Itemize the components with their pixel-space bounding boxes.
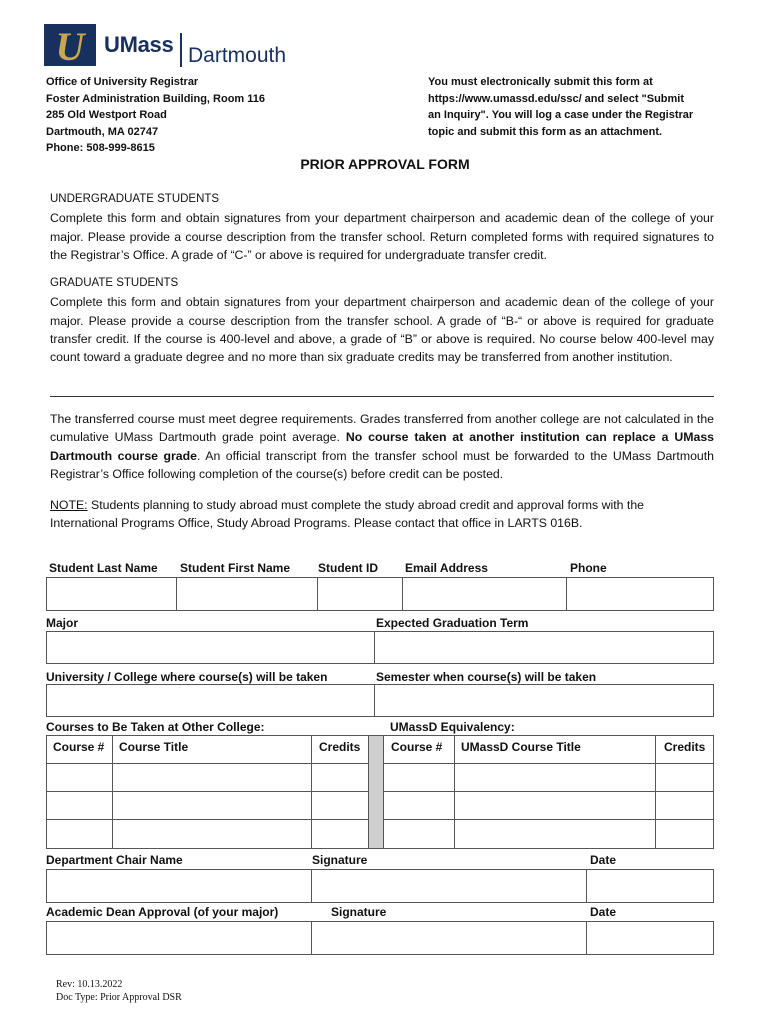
student-info-row — [46, 577, 714, 611]
first-name-field[interactable] — [176, 578, 318, 610]
course-num-header — [46, 735, 113, 764]
email-field[interactable] — [402, 578, 567, 610]
course-num-cell[interactable] — [46, 763, 113, 792]
umassd-course-title-header — [454, 735, 656, 764]
courses-heading: Courses to Be Taken at Other College: — [46, 720, 265, 734]
dean-label: Academic Dean Approval (of your major) — [46, 905, 279, 919]
umassd-course-title-cell[interactable] — [454, 763, 656, 792]
date-label-2: Date — [590, 905, 617, 919]
notice-line: https://www.umassd.edu/ssc/ and select "Submit — [428, 92, 685, 105]
grad-section — [50, 274, 714, 366]
course-title-header — [112, 735, 312, 764]
major-row — [46, 631, 714, 664]
credits-cell[interactable] — [311, 763, 369, 792]
umassd-credits-cell[interactable] — [655, 791, 714, 820]
page-title: PRIOR APPROVAL FORM — [300, 156, 470, 172]
shaded-separator — [368, 735, 384, 849]
umassd-credits-label: Credits — [664, 740, 706, 754]
umassd-course-title-label: UMassD Course Title — [461, 740, 581, 754]
dean-field[interactable] — [47, 922, 311, 954]
semester-field[interactable] — [374, 685, 714, 716]
address-line: Dartmouth, MA 02747 — [46, 125, 159, 138]
section-divider — [50, 396, 714, 397]
email-label: Email Address — [405, 561, 488, 575]
umassd-course-num-label: Course # — [391, 740, 443, 754]
course-title-label: Course Title — [119, 740, 189, 754]
dept-chair-row — [46, 869, 714, 903]
course-num-cell[interactable] — [46, 791, 113, 820]
university-label: University / College where course(s) will be taken — [46, 670, 328, 684]
transfer-bold-text: No course taken at another institution can replace a UMass Dartmouth course grade — [50, 430, 714, 463]
notice-line: topic and submit this form as an attachment. — [428, 125, 663, 138]
signature-label-2: Signature — [331, 905, 387, 919]
undergrad-heading: UNDERGRADUATE STUDENTS — [50, 193, 220, 205]
address-line: Phone: 508-999-8615 — [46, 142, 155, 154]
note-label: NOTE: — [50, 498, 88, 512]
course-title-cell[interactable] — [112, 819, 312, 849]
umassd-course-num-header — [383, 735, 455, 764]
notice-line: You must electronically submit this form at — [428, 76, 653, 88]
semester-label: Semester when course(s) will be taken — [376, 670, 597, 684]
credits-header — [311, 735, 369, 764]
umassd-credits-cell[interactable] — [655, 763, 714, 792]
phone-label: Phone — [570, 561, 607, 575]
last-name-label: Student Last Name — [49, 561, 158, 575]
revision-text: Rev: 10.13.2022 — [56, 979, 123, 990]
grad-term-label: Expected Graduation Term — [376, 616, 529, 630]
major-label: Major — [46, 616, 79, 630]
brand-dartmouth: Dartmouth — [188, 44, 287, 67]
address-line: Foster Administration Building, Room 116 — [46, 92, 266, 105]
credits-label: Credits — [319, 740, 361, 754]
notice-line: an Inquiry". You will log a case under the Registrar — [428, 109, 694, 121]
dept-chair-label: Department Chair Name — [46, 853, 183, 867]
last-name-field[interactable] — [47, 578, 176, 610]
dean-date-field[interactable] — [586, 922, 714, 954]
student-id-label: Student ID — [318, 561, 378, 575]
credits-cell[interactable] — [311, 791, 369, 820]
grad-text: Complete this form and obtain signatures from your department chairperson and academic dean of the college of your major. Please provide a course description from the transfer school. A grade of “B-“ or above is required for graduate transfer credit. If the course is 400-level and above, a grade of “B” or above is required. No course below 400-level may count toward a graduate degree and no more than six graduate credits may be transferred from another institution. — [50, 295, 714, 365]
dept-chair-signature-field[interactable] — [311, 870, 587, 902]
umassd-course-title-cell[interactable] — [454, 819, 656, 849]
credits-cell[interactable] — [311, 819, 369, 849]
first-name-label: Student First Name — [180, 561, 291, 575]
course-num-label: Course # — [53, 740, 105, 754]
logo-letter: U — [55, 24, 85, 66]
course-num-cell[interactable] — [46, 819, 113, 849]
dept-chair-field[interactable] — [47, 870, 311, 902]
transfer-text-2: . An official transcript from the transfer school must be forwarded to the UMass Dartmouth Registrar’s Office following completion of the course(s) before credit can be posted. — [50, 448, 715, 481]
umassd-course-num-cell[interactable] — [383, 763, 455, 792]
undergrad-section — [50, 190, 714, 264]
dean-signature-field[interactable] — [311, 922, 587, 954]
brand-umass: UMass — [104, 32, 174, 57]
undergrad-text: Complete this form and obtain signatures from your department chairperson and academic dean of the college of your major. Please provide a course description from the transfer school. Return completed forms with required signatures to the Registrar’s Office. A grade of “C-” or above is required for undergraduate transfer credit. — [50, 211, 714, 262]
umassd-credits-header — [655, 735, 714, 764]
dean-row — [46, 921, 714, 955]
university-row — [46, 684, 714, 717]
submission-notice — [428, 74, 728, 140]
transfer-text-1: The transferred course must meet degree requirements. Grades transferred from another college are not calculated in the cumulative UMass Dartmouth grade point average. — [50, 412, 714, 445]
umassd-course-num-cell[interactable] — [383, 791, 455, 820]
major-field[interactable] — [47, 632, 374, 663]
equivalency-heading: UMassD Equivalency: — [390, 720, 515, 734]
address-line: 285 Old Westport Road — [46, 109, 167, 121]
umassd-course-title-cell[interactable] — [454, 791, 656, 820]
umassd-credits-cell[interactable] — [655, 819, 714, 849]
registrar-address — [46, 74, 265, 157]
transfer-paragraph — [50, 410, 714, 483]
address-line: Office of University Registrar — [46, 76, 199, 88]
grad-heading: GRADUATE STUDENTS — [50, 277, 179, 289]
umassd-course-num-cell[interactable] — [383, 819, 455, 849]
umass-logo-icon — [44, 24, 96, 66]
note-paragraph — [50, 496, 714, 533]
signature-label: Signature — [312, 853, 368, 867]
dept-chair-date-field[interactable] — [586, 870, 714, 902]
university-field[interactable] — [47, 685, 374, 716]
grad-term-field[interactable] — [374, 632, 714, 663]
course-title-cell[interactable] — [112, 791, 312, 820]
doc-type-text: Doc Type: Prior Approval DSR — [56, 992, 182, 1003]
footer — [56, 978, 182, 1004]
phone-field[interactable] — [566, 578, 714, 610]
course-title-cell[interactable] — [112, 763, 312, 792]
date-label: Date — [590, 853, 617, 867]
student-id-field[interactable] — [317, 578, 403, 610]
brand-divider — [180, 33, 182, 67]
note-text: Students planning to study abroad must complete the study abroad credit and approval forms with the International Programs Office, Study Abroad Programs. Please contact that office in LARTS 016B. — [50, 498, 644, 531]
